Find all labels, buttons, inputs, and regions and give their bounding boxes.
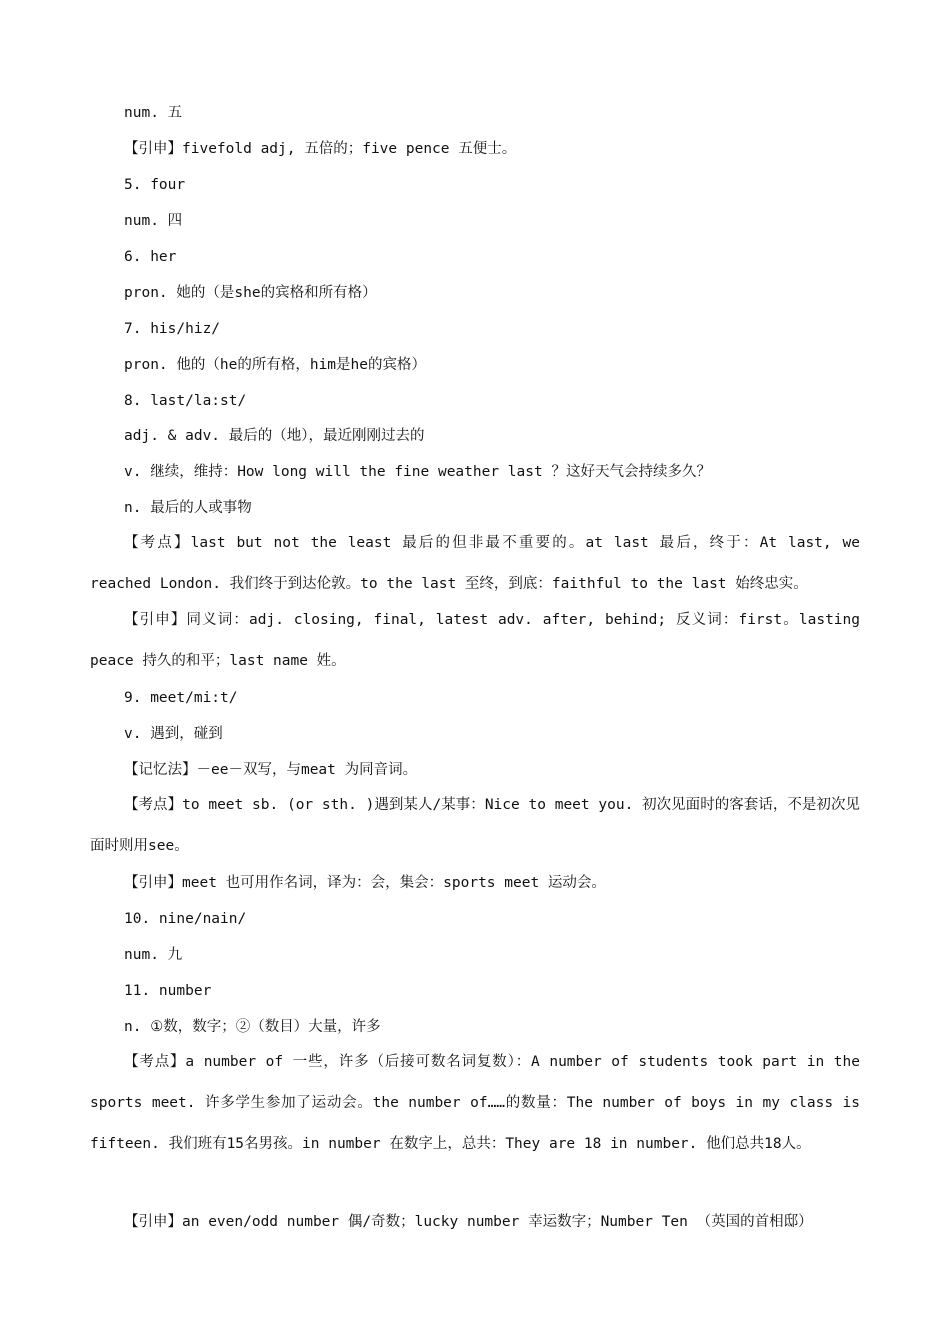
line-heading-meet: 9. meet/mi:t/ — [124, 690, 238, 706]
line-meet-memory-tip: 【记忆法】－ee－双写，与meat 为同音词。 — [124, 762, 418, 778]
line-num-nine: num. 九 — [124, 947, 183, 963]
line-fivefold-extension: 【引申】fivefold adj, 五倍的；five pence 五便士。 — [124, 141, 517, 157]
line-num-four: num. 四 — [124, 213, 183, 229]
line-heading-his: 7. his/hiz/ — [124, 321, 221, 337]
line-pron-his: pron. 他的（he的所有格，him是he的宾格） — [124, 357, 426, 373]
line-heading-last: 8. last/la:st/ — [124, 393, 247, 409]
line-noun-last: n. 最后的人或事物 — [124, 500, 252, 516]
line-number-extension: 【引申】an even/odd number 偶/奇数；lucky number 幸运数字；Number Ten （英国的首相邸） — [124, 1214, 813, 1230]
line-meet-extension: 【引申】meet 也可用作名词，译为：会，集会：sports meet 运动会。 — [124, 875, 606, 891]
line-noun-number: n. ①数，数字；②（数目）大量，许多 — [124, 1019, 381, 1035]
paragraph-last-extension: 【引申】同义词：adj. closing, final, latest adv. after, behind; 反义词：first。lasting peace 持久的和平；last name 姓。 — [90, 612, 860, 669]
line-verb-last: v. 继续，维持：How long will the fine weather last ？这好天气会持续多久？ — [124, 464, 711, 480]
line-adj-adv-last: adj. & adv. 最后的（地），最近刚刚过去的 — [124, 428, 425, 444]
line-num-five: num. 五 — [124, 105, 183, 121]
line-heading-four: 5. four — [124, 177, 186, 193]
paragraph-last-key-points: 【考点】last but not the least 最后的但非最不重要的。at last 最后，终于：At last, we reached London. 我们终于到达伦敦。to the last 至终，到底：faithful to the last 始终忠实。 — [90, 535, 860, 592]
line-heading-number: 11. number — [124, 983, 212, 999]
paragraph-number-key-points: 【考点】a number of 一些，许多（后接可数名词复数）：A number of students took part in the sports meet. 许多学生参加了运动会。the number of……的数量：The number of boys in my class is fifteen. 我们班有15名男孩。in number 在数字上，总共：They are 18 in number. 他们总共18人。 — [90, 1054, 860, 1152]
line-heading-nine: 10. nine/nain/ — [124, 911, 247, 927]
line-pron-her: pron. 她的（是she的宾格和所有格） — [124, 285, 377, 301]
line-heading-her: 6. her — [124, 249, 177, 265]
paragraph-meet-key-points: 【考点】to meet sb. (or sth. )遇到某人/某事：Nice to meet you. 初次见面时的客套话，不是初次见面时则用see。 — [90, 797, 860, 854]
line-verb-meet: v. 遇到，碰到 — [124, 726, 223, 742]
